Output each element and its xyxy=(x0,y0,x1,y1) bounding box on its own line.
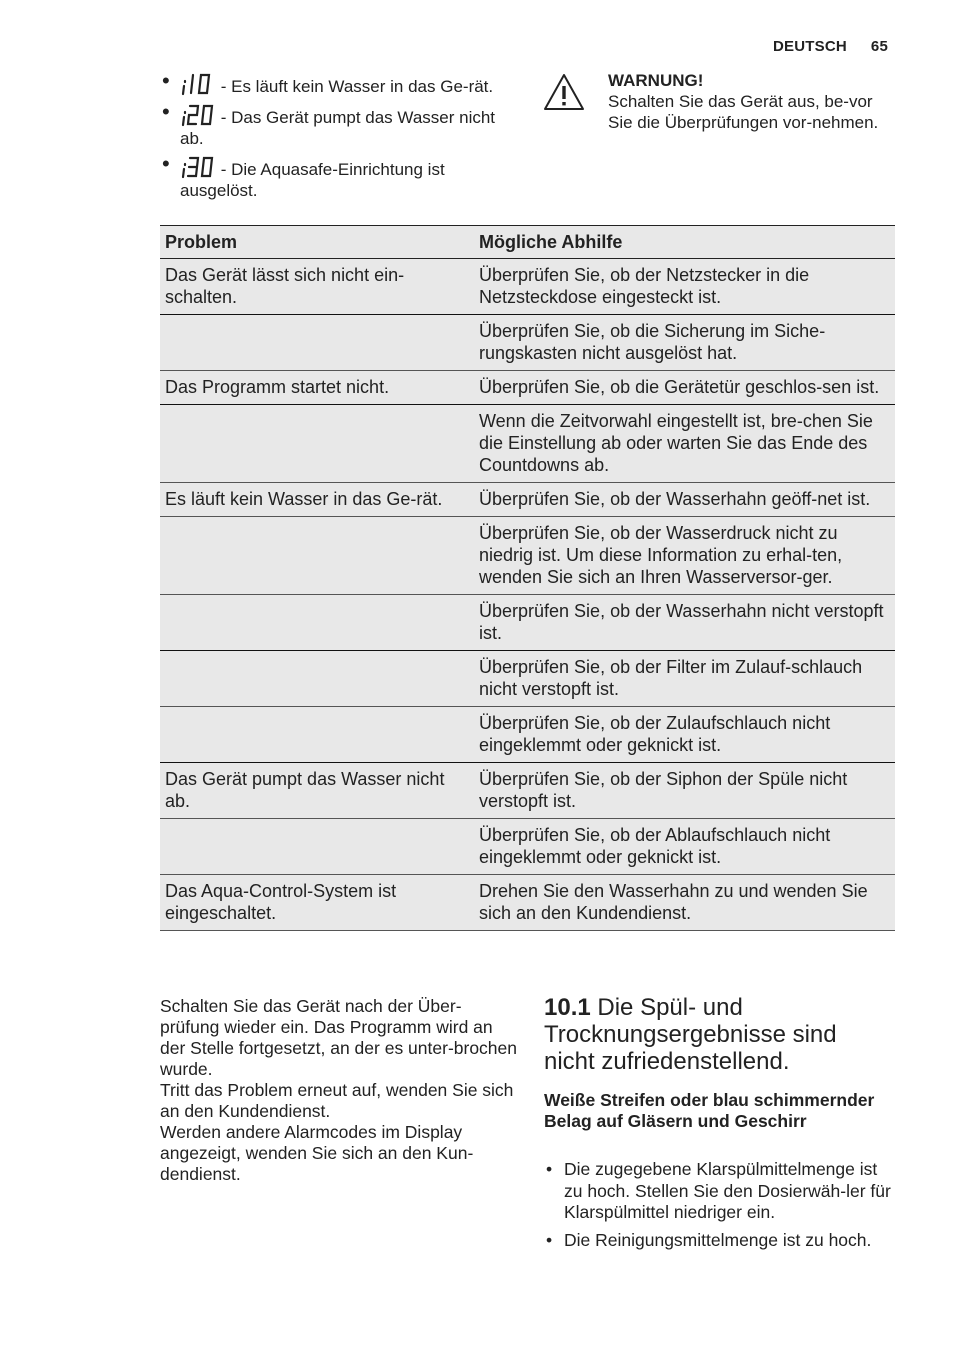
problem-cell xyxy=(160,595,474,651)
problem-cell: Das Gerät lässt sich nicht ein-schalten. xyxy=(160,259,474,315)
alarm-item: • - Es läuft kein Wasser in das Ge-rät. xyxy=(162,68,494,96)
remedy-cell: Überprüfen Sie, ob der Siphon der Spüle nicht verstopft ist. xyxy=(474,763,895,819)
table-row xyxy=(160,875,895,931)
alarm-code-i10-icon xyxy=(180,72,216,96)
problem-cell: Das Gerät pumpt das Wasser nicht ab. xyxy=(160,763,474,819)
alarm-item: • - Die Aquasafe-Einrichtung ist ausgelöst. xyxy=(162,151,445,200)
problem-cell xyxy=(160,707,474,763)
problem-cell xyxy=(160,819,474,875)
alarm-code-list xyxy=(160,68,510,207)
alarm-text: - Das Gerät pumpt das Wasser nicht ab. xyxy=(180,108,496,148)
paragraph: Werden andere Alarmcodes im Display angezeigt, wenden Sie sich an den Kun-dendienst. xyxy=(160,1122,474,1184)
table-row xyxy=(160,651,895,707)
problem-cell: Das Programm startet nicht. xyxy=(160,371,474,405)
problem-cell: Das Aqua-Control-System ist eingeschaltet. xyxy=(160,875,474,931)
list-item: • Die Reinigungsmittelmenge ist zu hoch. xyxy=(546,1229,872,1250)
section-number: 10.1 xyxy=(544,994,591,1021)
remedy-cell: Überprüfen Sie, ob der Wasserhahn geöff-net ist. xyxy=(474,483,895,517)
remedy-cell: Überprüfen Sie, ob der Filter im Zulauf-schlauch nicht verstopft ist. xyxy=(474,651,895,707)
alarm-text: - Es läuft kein Wasser in das Ge-rät. xyxy=(216,77,494,96)
alarm-code-i20-icon xyxy=(180,103,216,127)
alarm-item: • - Das Gerät pumpt das Wasser nicht ab. xyxy=(162,99,496,148)
remedy-cell: Überprüfen Sie, ob die Gerätetür geschlos-sen ist. xyxy=(474,371,895,405)
table-row xyxy=(160,371,895,405)
after-table-text xyxy=(160,996,520,1185)
warning-triangle-icon xyxy=(543,73,585,111)
table-row xyxy=(160,707,895,763)
remedy-cell: Überprüfen Sie, ob der Wasserhahn nicht verstopft ist. xyxy=(474,595,895,651)
alarm-text: - Die Aquasafe-Einrichtung ist ausgelöst. xyxy=(180,160,445,200)
section-heading xyxy=(544,994,874,1075)
table-row xyxy=(160,595,895,651)
subheading: Weiße Streifen oder blau schimmernder Belag auf Gläsern und Geschirr xyxy=(544,1090,875,1131)
problem-cell: Es läuft kein Wasser in das Ge-rät. xyxy=(160,483,474,517)
alarm-code-i30-icon xyxy=(180,155,216,179)
remedy-cell: Überprüfen Sie, ob der Wasserdruck nicht zu niedrig ist. Um diese Information zu erhal-ten, wenden Sie sich an Ihren Wasserversor-ger. xyxy=(474,517,895,595)
table-row xyxy=(160,517,895,595)
page-number: 65 xyxy=(870,38,888,55)
header-language: DEUTSCH xyxy=(773,38,847,55)
list-item-text: Die Reinigungsmittelmenge ist zu hoch. xyxy=(564,1229,872,1250)
section-title: Die Spül- und Trocknungsergebnisse sind nicht zufriedenstellend. xyxy=(544,994,837,1075)
table-row xyxy=(160,483,895,517)
table-row xyxy=(160,405,895,483)
cause-list xyxy=(544,1159,896,1257)
warning-title: WARNUNG! xyxy=(608,71,704,90)
remedy-cell: Überprüfen Sie, ob die Sicherung im Siche-rungskasten nicht ausgelöst hat. xyxy=(474,315,895,371)
table-header-row xyxy=(160,226,895,259)
table-row xyxy=(160,315,895,371)
troubleshooting-table xyxy=(160,225,895,931)
column-header-problem: Problem xyxy=(160,226,474,259)
table-row xyxy=(160,763,895,819)
column-header-remedy: Mögliche Abhilfe xyxy=(474,226,895,259)
paragraph: Schalten Sie das Gerät nach der Über-prüfung wieder ein. Das Programm wird an der Stelle fortgesetzt, an der es unter-brochen wurde. xyxy=(160,996,518,1079)
problem-cell xyxy=(160,315,474,371)
problem-cell xyxy=(160,517,474,595)
remedy-cell: Wenn die Zeitvorwahl eingestellt ist, bre-chen Sie die Einstellung ab oder warten Sie das Ende des Countdowns ab. xyxy=(474,405,895,483)
table-row xyxy=(160,259,895,315)
remedy-cell: Überprüfen Sie, ob der Zulaufschlauch nicht eingeklemmt oder geknickt ist. xyxy=(474,707,895,763)
warning-text: Schalten Sie das Gerät aus, be-vor Sie die Überprüfungen vor-nehmen. xyxy=(608,92,879,132)
list-item-text: Die zugegebene Klarspülmittelmenge ist zu hoch. Stellen Sie den Dosierwäh-ler für Klarspülmittel niedriger ein. xyxy=(564,1159,891,1222)
list-item: • Die zugegebene Klarspülmittelmenge ist zu hoch. Stellen Sie den Dosierwäh-ler für Klarspülmittel niedriger ein. xyxy=(546,1159,891,1222)
warning-box xyxy=(608,70,898,133)
problem-cell xyxy=(160,651,474,707)
remedy-cell: Überprüfen Sie, ob der Netzstecker in die Netzsteckdose eingesteckt ist. xyxy=(474,259,895,315)
page-header xyxy=(773,38,888,55)
paragraph: Tritt das Problem erneut auf, wenden Sie sich an den Kundendienst. xyxy=(160,1080,514,1121)
remedy-cell: Drehen Sie den Wasserhahn zu und wenden Sie sich an den Kundendienst. xyxy=(474,875,895,931)
table-row xyxy=(160,819,895,875)
remedy-cell: Überprüfen Sie, ob der Ablaufschlauch nicht eingeklemmt oder geknickt ist. xyxy=(474,819,895,875)
problem-cell xyxy=(160,405,474,483)
